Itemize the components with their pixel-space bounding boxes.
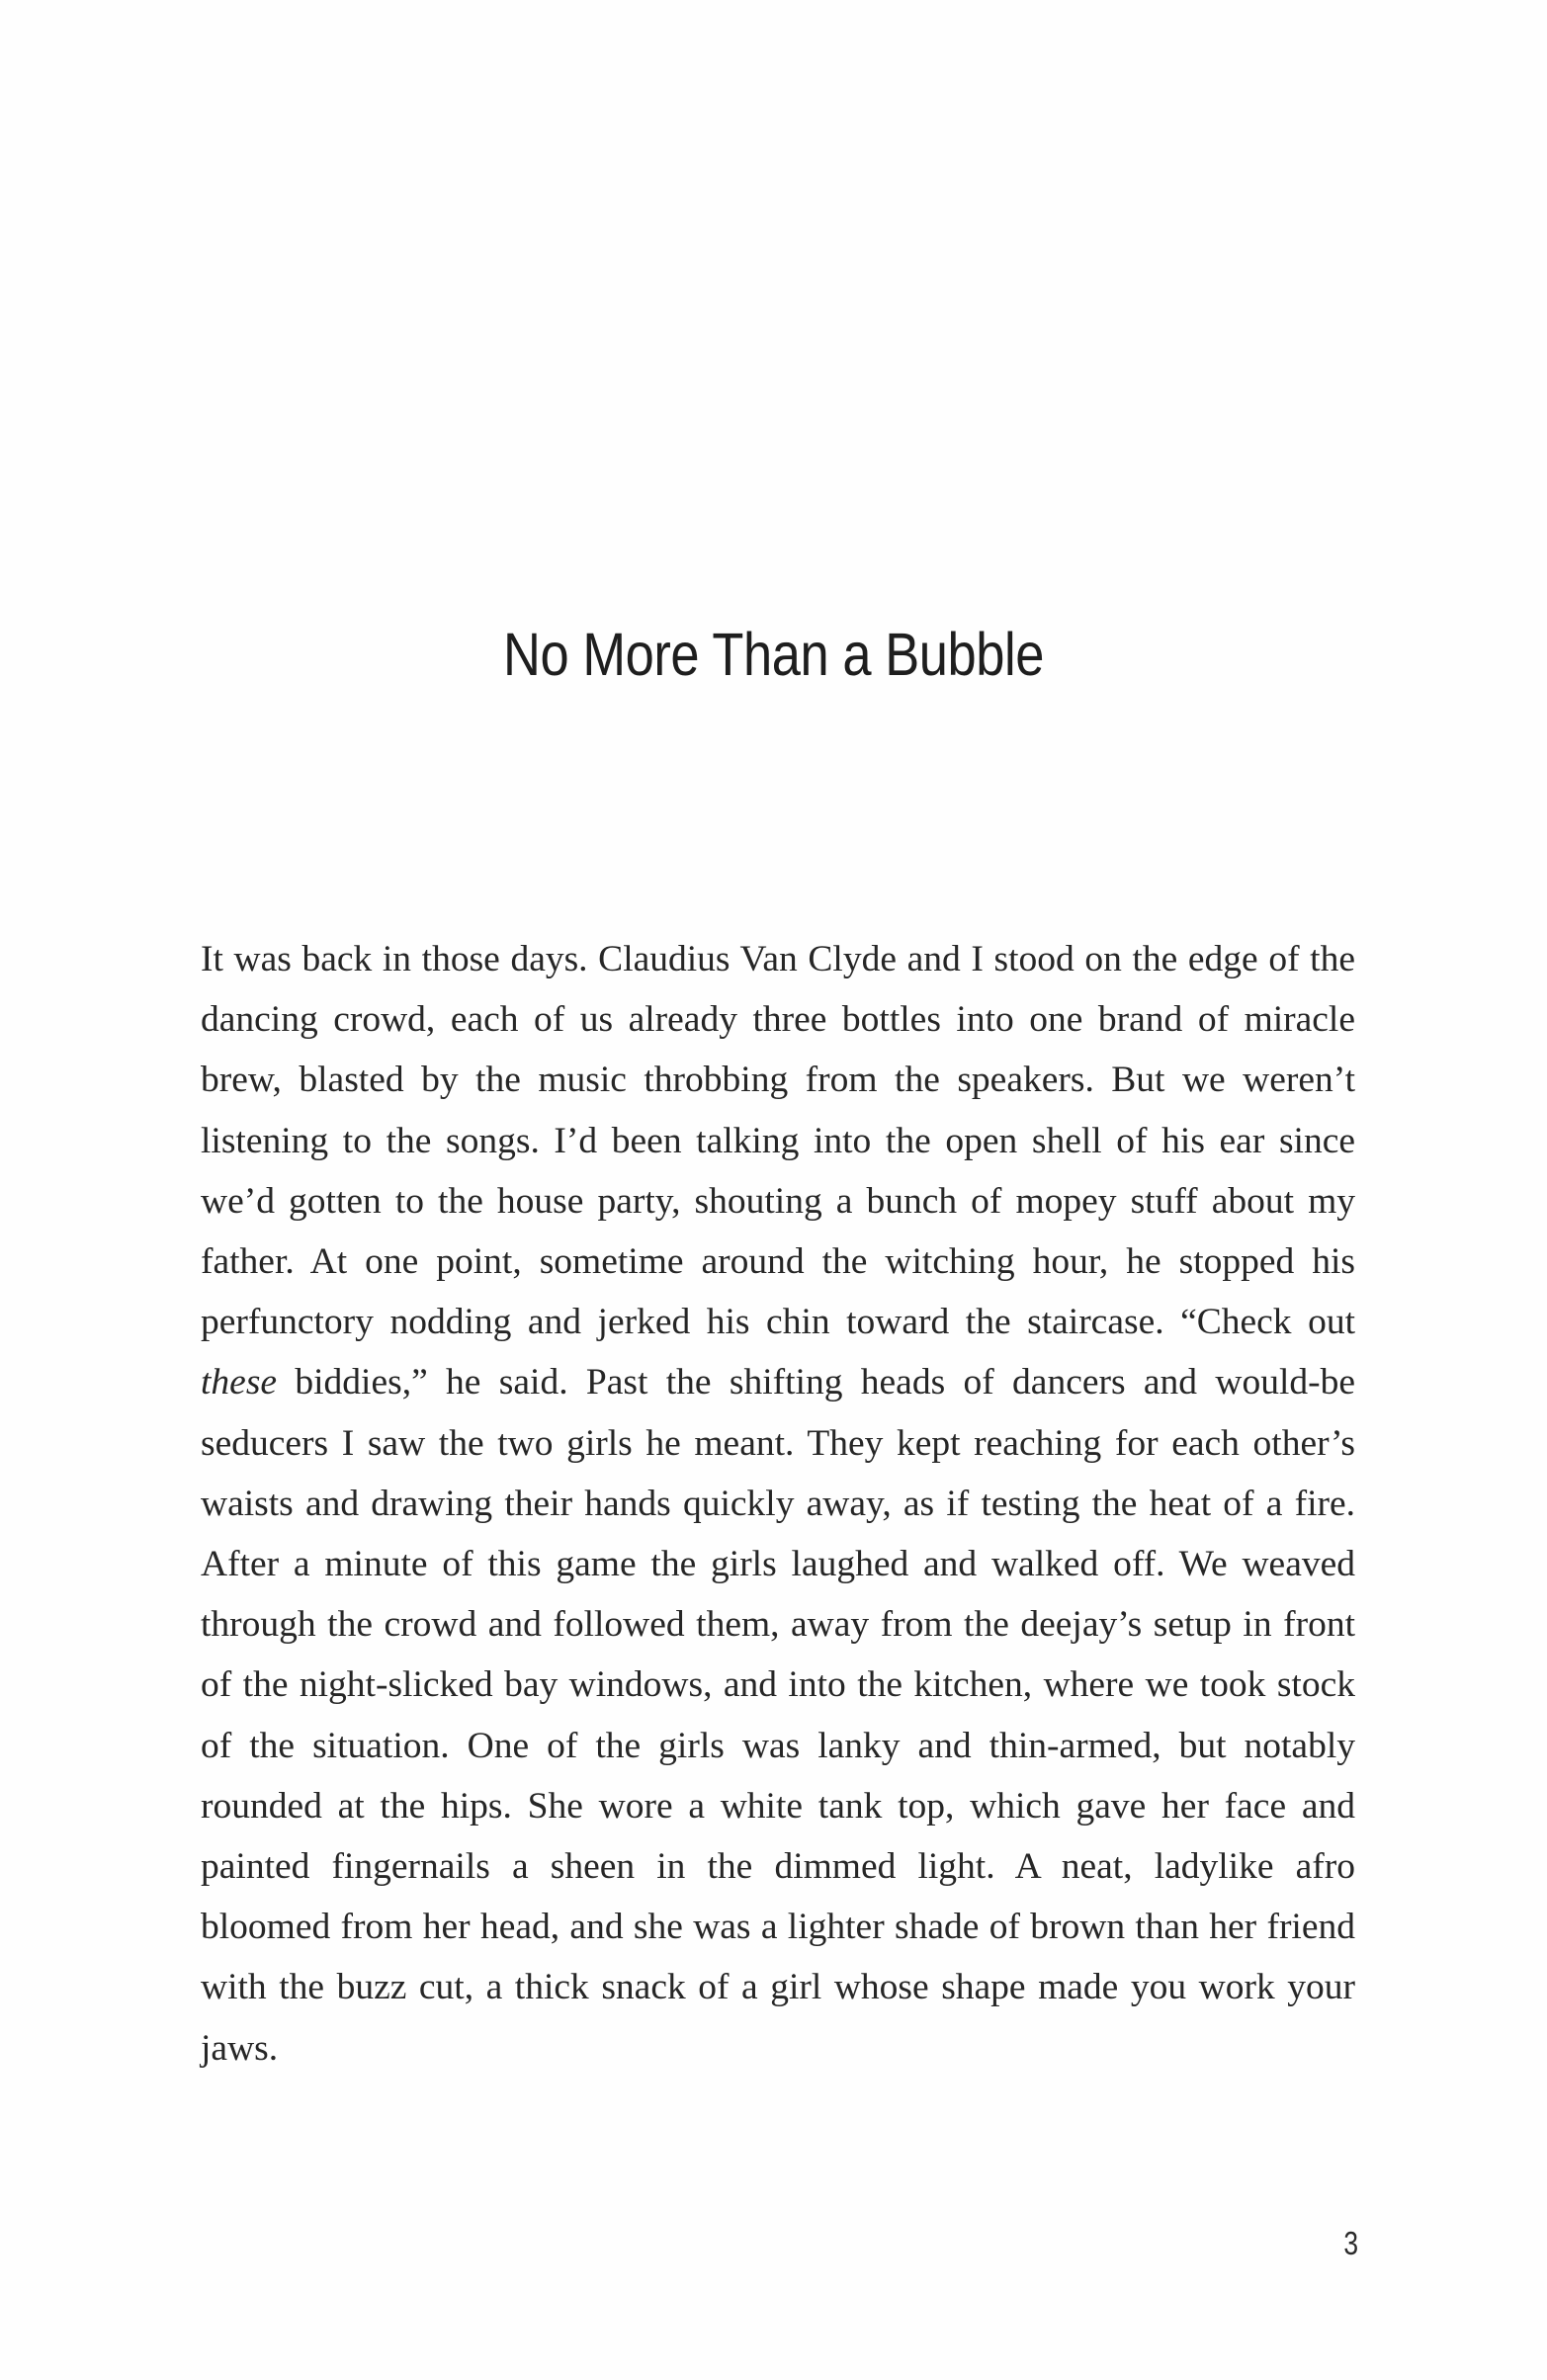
italic-emphasis: these: [201, 1362, 278, 1403]
chapter-title: No More Than a Bubble: [502, 621, 1044, 688]
body-paragraph: [201, 929, 1355, 2079]
paragraph-text-start: It was back in those days. Claudius Van Clyde and I stood on the edge of the dancing crowd, each of us already three bottles into one brand of miracle brew, blasted by the music throbbing from the speakers. But we weren’t listening to the songs. I’d been talking into the open shell of his ear since we’d gotten to the house party, shouting a bunch of mopey stuff about my father. At one point, sometime around the witching hour, he stopped his perfunctory nodding and jerked his chin toward the staircase. “Check out: [201, 939, 1355, 1343]
page-number: 3: [1343, 2225, 1358, 2261]
paragraph-text-end: biddies,” he said. Past the shifting heads of dancers and would-be seducers I saw the two girls he meant. They kept reaching for each other’s waists and drawing their hands quickly away, as if testing the heat of a fire. After a minute of this game the girls laughed and walked off. We weaved through the crowd and followed them, away from the deejay’s setup in front of the night-slicked bay windows, and into the kitchen, where we took stock of the situation. One of the girls was lanky and thin-armed, but notably rounded at the hips. She wore a white tank top, which gave her face and painted fingernails a sheen in the dimmed light. A neat, ladylike afro bloomed from her head, and she was a lighter shade of brown than her friend with the buzz cut, a thick snack of a girl whose shape made you work your jaws.: [201, 1362, 1355, 2069]
